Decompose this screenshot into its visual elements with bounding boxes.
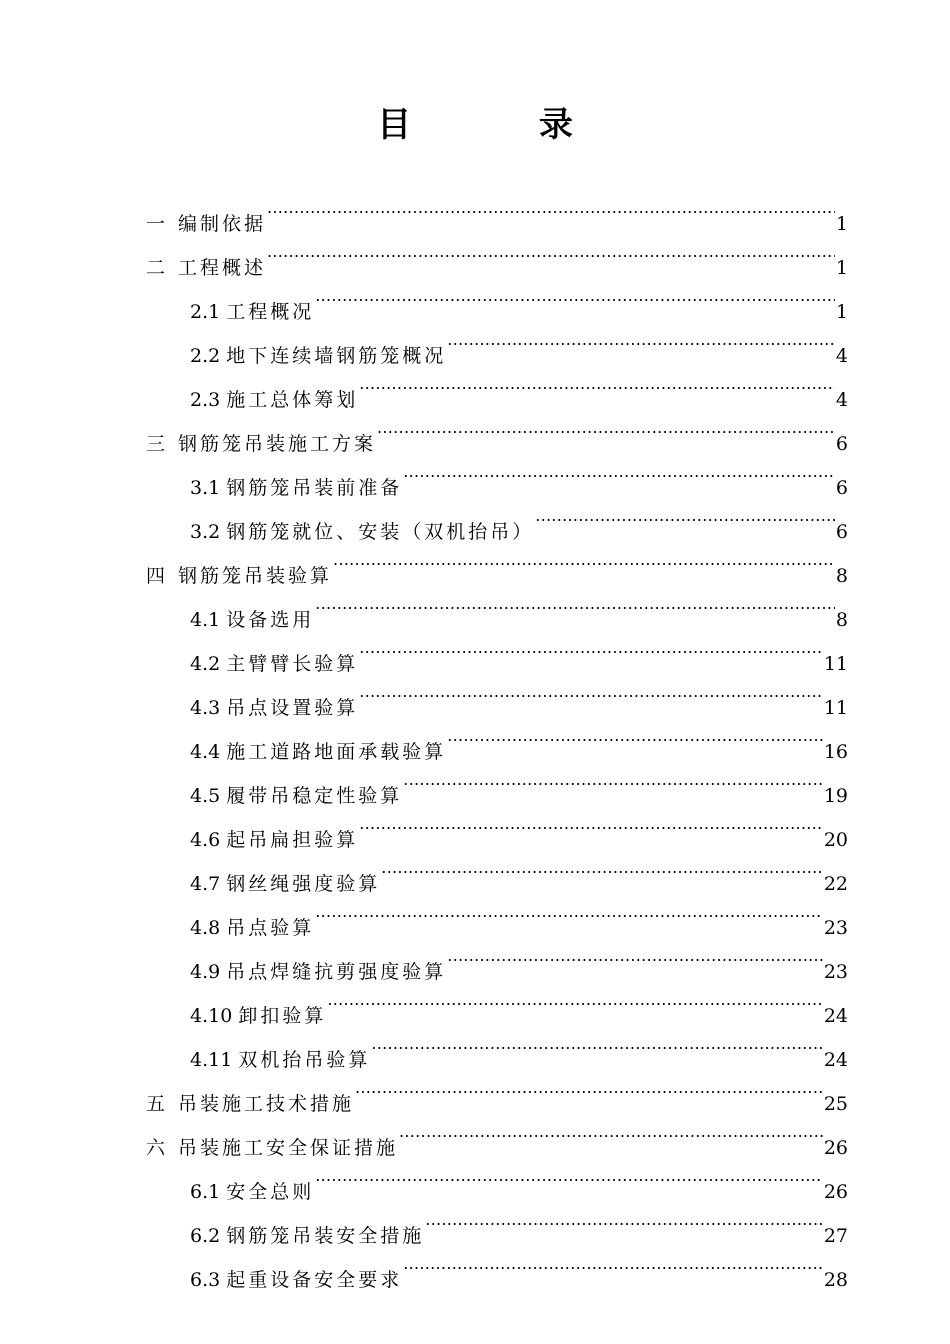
toc-entry-title: 钢筋笼吊装施工方案 — [178, 433, 377, 455]
toc-entry-page: 24 — [823, 1049, 848, 1071]
toc-entry-number: 4.1 — [190, 609, 221, 631]
toc-entry-page: 24 — [823, 1005, 848, 1027]
toc-entry-title: 卸扣验算 — [238, 1005, 327, 1027]
toc-entry-page: 1 — [835, 301, 848, 323]
toc-dot-leader — [359, 362, 835, 406]
toc-entry-page: 4 — [835, 389, 848, 411]
toc-entry-number: 4.10 — [190, 1005, 233, 1027]
toc-dot-leader — [327, 978, 822, 1022]
toc-dot-leader — [267, 230, 835, 274]
toc-dot-leader — [333, 538, 835, 582]
toc-entry-number: 6.2 — [190, 1225, 221, 1247]
table-of-contents — [146, 186, 848, 1291]
toc-entry-page: 22 — [823, 873, 848, 895]
toc-entry-number: 2.3 — [190, 389, 221, 411]
toc-entry-number: 3.2 — [190, 521, 221, 543]
toc-entry-title: 工程概述 — [178, 257, 267, 279]
toc-entry-title: 施工道路地面承载验算 — [226, 741, 447, 763]
toc-entry-page: 4 — [835, 345, 848, 367]
toc-dot-leader — [447, 714, 823, 758]
toc-entry-page: 26 — [823, 1181, 848, 1203]
toc-entry-number: 3.1 — [190, 477, 221, 499]
toc-entry-number: 4.5 — [190, 785, 221, 807]
toc-entry-title: 起吊扁担验算 — [226, 829, 359, 851]
toc-entry-number: 6.3 — [190, 1269, 221, 1291]
toc-dot-leader — [267, 186, 835, 230]
toc-dot-leader — [359, 626, 823, 670]
toc-entry-page: 27 — [823, 1225, 848, 1247]
toc-entry-title: 吊装施工安全保证措施 — [178, 1137, 399, 1159]
toc-entry-number: 2.2 — [190, 345, 221, 367]
toc-entry-number: 4.7 — [190, 873, 221, 895]
toc-entry-page: 26 — [823, 1137, 848, 1159]
toc-entry-page: 6 — [835, 521, 848, 543]
toc-entry-number: 二 — [146, 257, 166, 279]
toc-entry-page: 11 — [823, 697, 848, 719]
toc-entry-number: 4.9 — [190, 961, 221, 983]
toc-dot-leader — [381, 846, 823, 890]
toc-entry-title: 工程概况 — [226, 301, 315, 323]
toc-entry-title: 吊点设置验算 — [226, 697, 359, 719]
toc-entry-number: 六 — [146, 1137, 166, 1159]
toc-entry-number: 4.6 — [190, 829, 221, 851]
toc-entry-page: 23 — [823, 917, 848, 939]
toc-entry-page: 1 — [835, 257, 848, 279]
toc-entry-title: 钢筋笼吊装前准备 — [226, 477, 403, 499]
toc-dot-leader — [377, 406, 835, 450]
page-title: 目 录 — [377, 105, 631, 145]
toc-dot-leader — [403, 1242, 823, 1286]
toc-entry-page: 1 — [835, 213, 848, 235]
toc-dot-leader — [315, 274, 835, 318]
toc-entry-number: 4.8 — [190, 917, 221, 939]
toc-entry-title: 吊点验算 — [226, 917, 315, 939]
toc-entry-title: 施工总体筹划 — [226, 389, 359, 411]
toc-entry[interactable] — [146, 186, 848, 235]
toc-dot-leader — [447, 934, 823, 978]
toc-entry-title: 钢筋笼就位、安装（双机抬吊） — [226, 521, 535, 543]
toc-entry-title: 双机抬吊验算 — [238, 1049, 371, 1071]
toc-dot-leader — [315, 582, 835, 626]
toc-entry-page: 23 — [823, 961, 848, 983]
toc-dot-leader — [425, 1198, 823, 1242]
toc-entry-title: 设备选用 — [226, 609, 315, 631]
toc-entry-title: 履带吊稳定性验算 — [226, 785, 403, 807]
toc-entry-title: 钢筋笼吊装验算 — [178, 565, 333, 587]
toc-dot-leader — [355, 1066, 823, 1110]
toc-dot-leader — [399, 1110, 823, 1154]
toc-entry-title: 地下连续墙钢筋笼概况 — [226, 345, 447, 367]
toc-entry-title: 吊装施工技术措施 — [178, 1093, 355, 1115]
toc-entry-page: 8 — [835, 565, 848, 587]
toc-entry-number: 三 — [146, 433, 166, 455]
toc-entry-title: 起重设备安全要求 — [226, 1269, 403, 1291]
toc-entry-title: 主臂臂长验算 — [226, 653, 359, 675]
toc-entry-title: 吊点焊缝抗剪强度验算 — [226, 961, 447, 983]
toc-entry-page: 20 — [823, 829, 848, 851]
toc-entry-number: 4.2 — [190, 653, 221, 675]
toc-entry-page: 25 — [823, 1093, 848, 1115]
toc-dot-leader — [403, 450, 835, 494]
toc-dot-leader — [359, 802, 823, 846]
toc-entry-number: 4.11 — [190, 1049, 233, 1071]
toc-entry-page: 8 — [835, 609, 848, 631]
toc-dot-leader — [403, 758, 823, 802]
toc-entry-number: 一 — [146, 213, 166, 235]
toc-dot-leader — [371, 1022, 822, 1066]
toc-entry-title: 钢筋笼吊装安全措施 — [226, 1225, 425, 1247]
toc-entry-page: 16 — [823, 741, 848, 763]
toc-dot-leader — [535, 494, 835, 538]
toc-entry-page: 6 — [835, 433, 848, 455]
toc-entry-title: 安全总则 — [226, 1181, 315, 1203]
toc-entry-title: 钢丝绳强度验算 — [226, 873, 381, 895]
toc-entry-page: 11 — [823, 653, 848, 675]
toc-entry-title: 编制依据 — [178, 213, 267, 235]
toc-entry-number: 五 — [146, 1093, 166, 1115]
toc-entry-page: 19 — [823, 785, 848, 807]
toc-entry-page: 6 — [835, 477, 848, 499]
toc-entry-number: 2.1 — [190, 301, 221, 323]
toc-dot-leader — [447, 318, 835, 362]
toc-entry-page: 28 — [823, 1269, 848, 1291]
toc-entry-number: 4.4 — [190, 741, 221, 763]
toc-entry-number: 4.3 — [190, 697, 221, 719]
toc-dot-leader — [315, 890, 823, 934]
toc-dot-leader — [315, 1154, 823, 1198]
toc-entry-number: 四 — [146, 565, 166, 587]
toc-dot-leader — [359, 670, 823, 714]
toc-entry-number: 6.1 — [190, 1181, 221, 1203]
